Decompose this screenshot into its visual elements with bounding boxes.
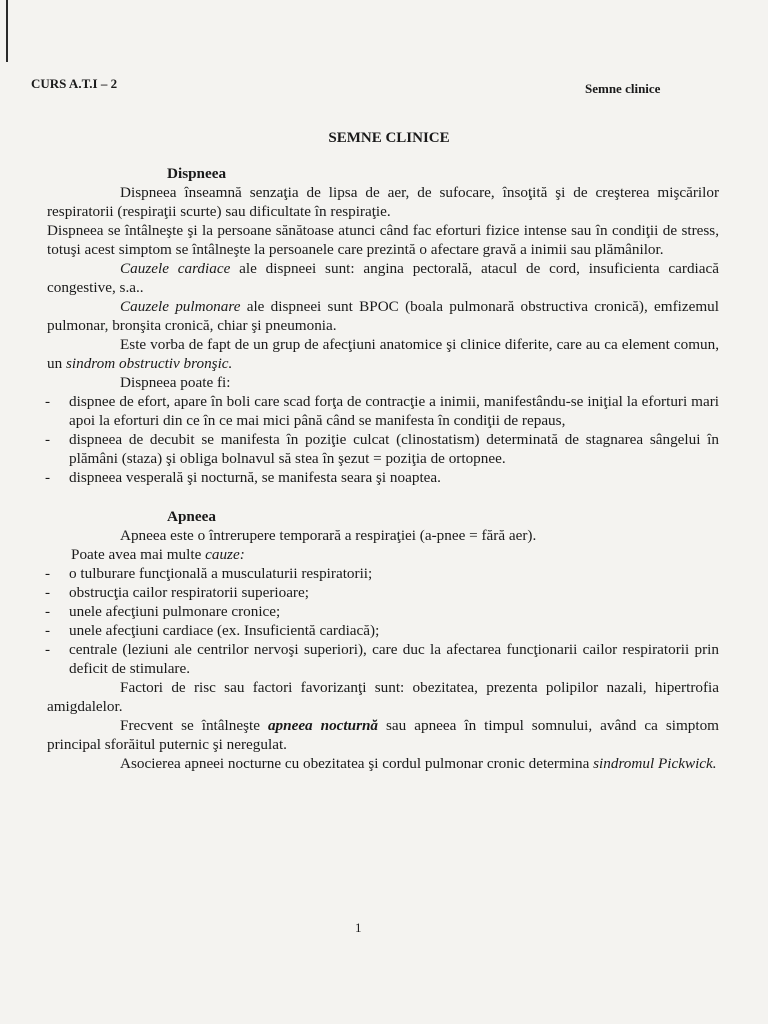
margin-mark xyxy=(6,0,8,62)
list-item: - dispneea de decubit se manifesta în poziţie culcat (clinostatism) determinată de stagnarea sângelui în plămâni (staza) şi obliga bolnavul să stea în şezut = poziţia de ortopnee. xyxy=(45,431,719,467)
paragraph: Dispneea poate fi: xyxy=(120,374,231,391)
list-item: - o tulburare funcţională a musculaturii respiratorii; xyxy=(45,565,373,582)
emphasis: sindromul Pickwick. xyxy=(593,755,717,772)
paragraph: Frecvent se întâlneşte apneea nocturnă sau apneea în timpul somnului, având ca simptom principal sforăitul puternic şi neregulat. xyxy=(47,717,719,753)
paragraph: Poate avea mai multe cauze: xyxy=(71,546,245,563)
page-title: SEMNE CLINICE xyxy=(328,130,450,146)
paragraph: Asocierea apneei nocturne cu obezitatea şi cordul pulmonar cronic determina sindromul Pickwick. xyxy=(120,755,717,772)
heading-apneea: Apneea xyxy=(167,508,216,525)
list-item: - dispnee de efort, apare în boli care scad forţa de contracţie a inimii, manifestându-se iniţial la eforturi mari apoi la eforturi din ce în ce mai mici până când se manifesta în condiţii de repaus, xyxy=(45,393,719,429)
paragraph: Cauzele pulmonare ale dispneei sunt BPOC (boala pulmonară obstructiva cronică), emfizemul pulmonar, bronşita cronică, chiar şi pneumonia. xyxy=(47,298,719,334)
list-item: - centrale (leziuni ale centrilor nervoşi superiori), care duc la afectarea funcţionarii cailor respiratorii prin deficit de stimulare. xyxy=(45,641,719,677)
paragraph: Factori de risc sau factori favorizanţi sunt: obezitatea, prezenta polipilor nazali, hipertrofia amigdalelor. xyxy=(47,679,719,715)
paragraph: Dispneea se întâlneşte şi la persoane sănătoase atunci când fac eforturi fizice intense sau în condiţii de stress, totuşi acest simptom se întâlneşte la persoanele care prezintă o afectare gravă a inimii sau plămânilor. xyxy=(47,222,719,258)
heading-dispneea: Dispneea xyxy=(167,165,227,182)
paragraph: Apneea este o întrerupere temporară a respiraţiei (a-pnee = fără aer). xyxy=(120,527,537,544)
paragraph: Cauzele cardiace ale dispneei sunt: angina pectorală, atacul de cord, insuficienta cardiacă congestive, s.a.. xyxy=(47,260,720,296)
emphasis: Cauzele cardiace xyxy=(120,260,231,277)
list-item: - unele afecţiuni pulmonare cronice; xyxy=(45,603,281,620)
emphasis: sindrom obstructiv bronşic. xyxy=(65,355,233,372)
paragraph: Dispneea înseamnă senzaţia de lipsa de aer, de sufocare, însoţită şi de creşterea mişcărilor respiratorii (respiraţii scurte) sau dificultate în respiraţie. xyxy=(47,184,719,220)
list-item: - dispneea vesperală şi nocturnă, se manifesta seara şi noaptea. xyxy=(45,469,441,486)
list-item: - obstrucţia cailor respiratorii superioare; xyxy=(45,584,309,601)
header-course: CURS A.T.I – 2 xyxy=(31,76,118,91)
page-number: 1 xyxy=(355,920,362,935)
document-body xyxy=(47,164,719,773)
emphasis: Cauzele pulmonare xyxy=(120,298,241,315)
paragraph: Este vorba de fapt de un grup de afecţiuni anatomice şi clinice diferite, care au ca element comun, un sindrom obstructiv bronşic. xyxy=(47,336,719,372)
emphasis: cauze: xyxy=(205,546,245,563)
emphasis: apneea nocturnă xyxy=(267,717,379,734)
list-item: - unele afecţiuni cardiace (ex. Insuficientă cardiacă); xyxy=(45,622,380,639)
header-section: Semne clinice xyxy=(585,81,661,96)
